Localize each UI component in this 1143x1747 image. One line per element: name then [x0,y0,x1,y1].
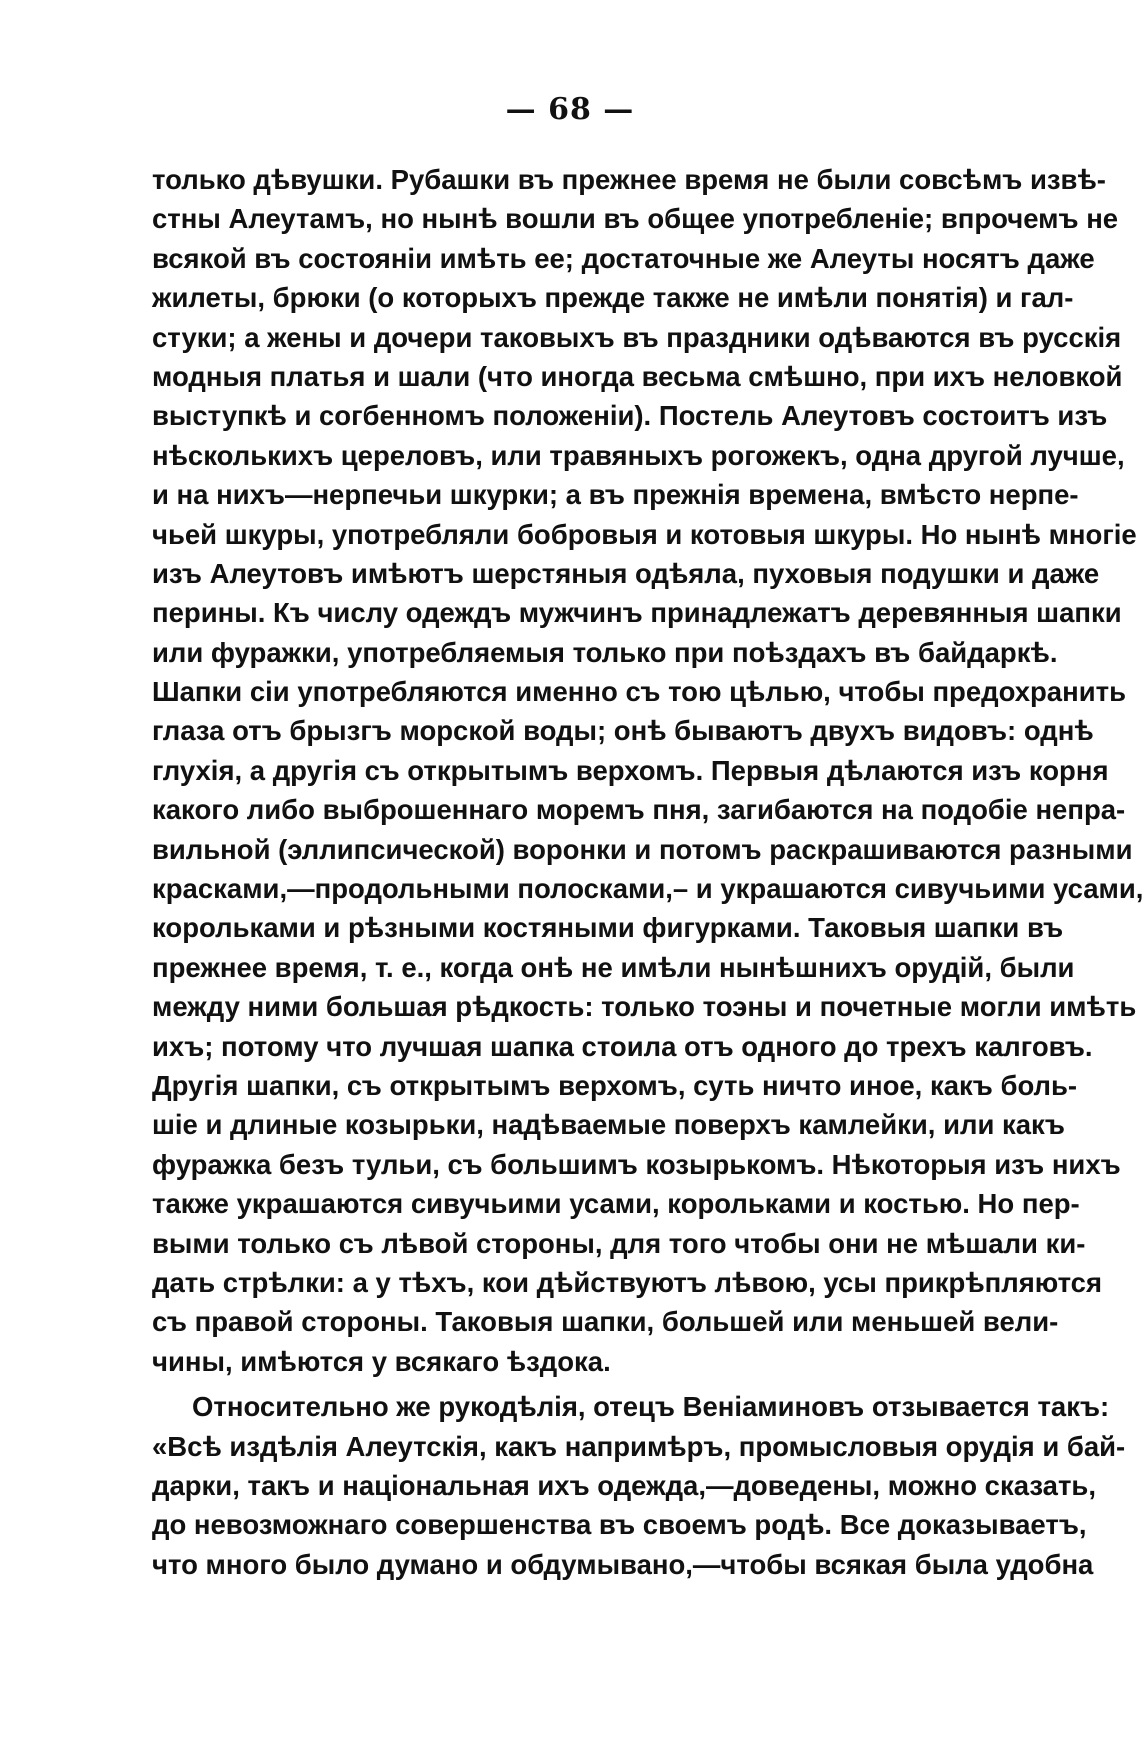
text-line: жилеты, брюки (о которыхъ прежде также не имѣли понятія) и гал- [152,282,1074,314]
text-line: «Всѣ издѣлія Алеутскія, какъ напримѣръ, промысловыя орудія и бай- [152,1430,1126,1462]
text-line: прежнее время, т. е., когда онѣ не имѣли нынѣшнихъ орудій, были [152,951,1075,983]
text-line: выступкѣ и согбенномъ положеніи). Постель Алеутовъ состоитъ изъ [152,400,1108,432]
text-line: глухія, а другія съ открытымъ верхомъ. Первыя дѣлаются изъ корня [152,754,1109,786]
text-line: также украшаются сивучьими усами, корольками и костью. Но пер- [152,1188,1080,1220]
text-line: ихъ; потому что лучшая шапка стоила отъ одного до трехъ калговъ. [152,1030,1093,1062]
text-line: Относительно же рукодѣлія, отецъ Веніаминовъ отзывается такъ: [192,1391,1110,1423]
text-line: что много было думано и обдумывано,—чтобы всякая была удобна [152,1548,1094,1580]
text-line: изъ Алеутовъ имѣютъ шерстяныя одѣяла, пуховыя подушки и даже [152,557,1100,589]
text-line: чьей шкуры, употребляли бобровыя и котовыя шкуры. Но нынѣ многіе [152,518,1137,550]
text-line: только дѣвушки. Рубашки въ прежнее время не были совсѣмъ извѣ- [152,164,1106,195]
text-line: модныя платья и шали (что иногда весьма смѣшно, при ихъ неловкой [152,360,1123,392]
text-line: между ними большая рѣдкость: только тоэны и почетные могли имѣть [152,991,1137,1023]
text-line: вильной (эллипсической) воронки и потомъ раскрашиваются разными [152,833,1133,865]
text-line: Другія шапки, съ открытымъ верхомъ, суть ничто иное, какъ боль- [152,1069,1078,1101]
text-line: или фуражки, употребляемыя только при поѣздахъ въ байдаркѣ. [152,636,1058,668]
text-line: красками,—продольными полосками,– и украшаются сивучьими усами, [152,873,1143,905]
text-line: нѣсколькихъ цереловъ, или травяныхъ рогожекъ, одна другой лучше, [152,439,1125,471]
text-line: до невозможнаго совершенства въ своемъ родѣ. Все доказываетъ, [152,1509,1087,1541]
text-line: стны Алеутамъ, но нынѣ вошли въ общее употребленіе; впрочемъ не [152,203,1119,235]
text-line: и на нихъ—нерпечьи шкурки; а въ прежнія времена, вмѣсто нерпе- [152,479,1079,511]
text-line: Шапки сіи употребляются именно съ тою цѣлью, чтобы предохранить [152,676,1126,708]
text-line: фуражка безъ тульи, съ большимъ козырькомъ. Нѣкоторыя изъ нихъ [152,1148,1121,1180]
body-text [152,160,1143,1584]
text-line: всякой въ состояніи имѣть ее; достаточные же Алеуты носятъ даже [152,242,1095,274]
text-line: дать стрѣлки: а у тѣхъ, кои дѣйствуютъ лѣвою, усы прикрѣпляются [152,1266,1103,1298]
text-line: шіе и длиные козырьки, надѣваемые поверхъ камлейки, или какъ [152,1109,1065,1141]
text-line: глаза отъ брызгъ морской воды; онѣ бываютъ двухъ видовъ: однѣ [152,715,1094,747]
text-line: съ правой стороны. Таковыя шапки, большей или меньшей вели- [152,1306,1059,1338]
text-line: дарки, такъ и національная ихъ одежда,—доведены, можно сказать, [152,1469,1096,1501]
page-number: — 68 — [505,92,635,127]
text-line: какого либо выброшеннаго моремъ пня, загибаются на подобіе непра- [152,794,1126,826]
text-line: корольками и рѣзными костяными фигурками. Таковыя шапки въ [152,912,1064,944]
text-line: выми только съ лѣвой стороны, для того чтобы они не мѣшали ки- [152,1227,1086,1259]
text-line: чины, имѣются у всякаго ѣздока. [152,1345,611,1377]
text-line: перины. Къ числу одеждъ мужчинъ принадлежатъ деревянныя шапки [152,597,1122,629]
text-line: стуки; а жены и дочери таковыхъ въ праздники одѣваются въ русскія [152,321,1122,353]
